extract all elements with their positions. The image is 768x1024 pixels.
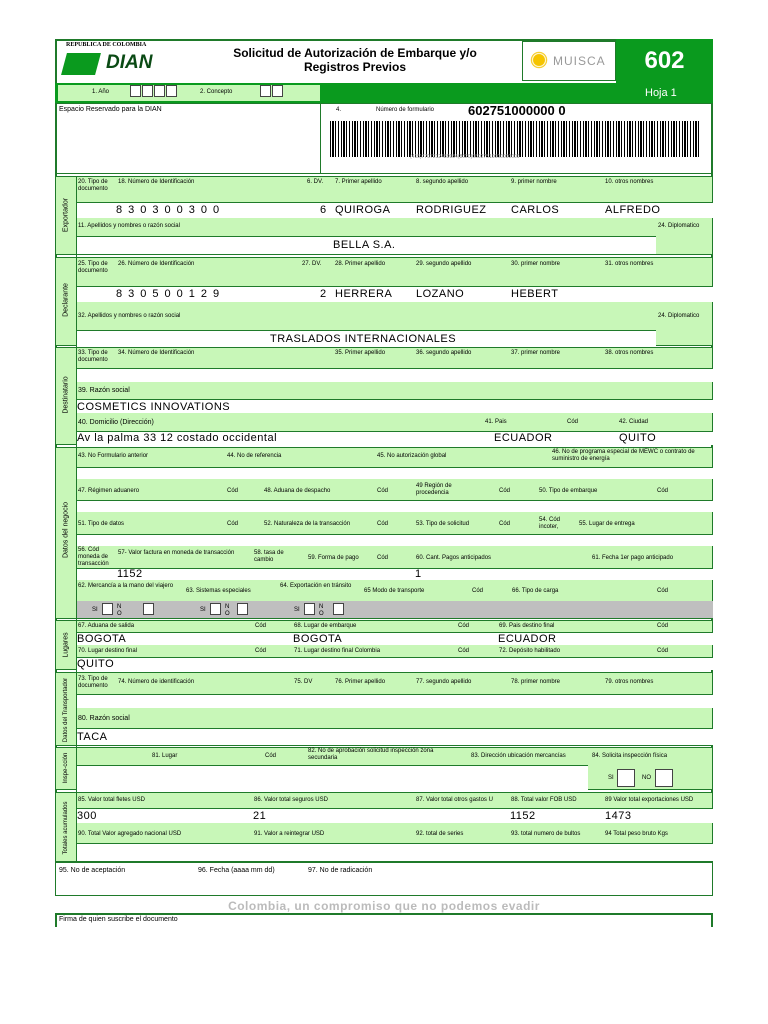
hoja-label: Hoja 1 [645,87,677,99]
l35: 35. Primer apellido [335,350,386,356]
l59-cod: Cód [377,555,389,561]
destinatario-label: Destinatario [62,376,70,414]
l78: 78. primer nombre [511,679,561,685]
l20: 20. Tipo de documento [78,179,108,192]
l81-cod: Cód [265,753,277,759]
l24-dec: 24. Diplomatico [658,313,700,319]
inspeccion-row [76,765,588,790]
title-line-1: Solicitud de Autorización de Embarque y/o [233,46,477,60]
check-62-no[interactable] [143,603,154,615]
title-line-2: Registros Previos [303,60,407,74]
l48: 48. Aduana de despacho [264,488,331,494]
form-number: 602751000000 0 [468,103,566,118]
l70: 70. Lugar destino final [78,648,138,654]
check-63-si[interactable] [210,603,221,615]
negocio-row-2 [76,500,713,512]
lugares-row-2 [76,657,713,670]
l60: 60. Cant. Pagos anticipados [416,555,492,561]
l28: 28. Primer apellido [335,261,386,267]
check-64-no[interactable] [333,603,344,615]
l66-cod: Cód [657,588,669,594]
destinatario-razon-social[interactable]: COSMETICS INNOVATIONS [77,401,231,413]
si-63: SI [200,607,206,613]
l54: 54. Cód incoter, [539,517,561,530]
concept-box-2[interactable] [272,85,283,97]
transportador-razon-social[interactable]: TACA [77,731,108,743]
form-title [190,42,520,80]
l49: 49 Región de procedencia [416,483,452,496]
lugar-embarque[interactable]: BOGOTA [293,633,343,645]
l38: 38. otros nombres [605,350,654,356]
l92: 92. total de series [416,831,464,837]
year-box-3[interactable] [154,85,165,97]
total-exportaciones[interactable]: 1473 [605,810,632,822]
l84: 84. Solicita inspección física [592,753,668,759]
l49-cod: Cód [499,488,511,494]
l77: 77. segundo apellido [416,679,472,685]
l65-cod: Cód [472,588,484,594]
destinatario-id-row [76,368,713,382]
barcode-text: (415)7707212489984(8020)06027510000000000 [410,154,520,160]
l11: 11. Apellidos y nombres o razón social [78,223,180,229]
l74: 74. Número de identificación [118,679,195,685]
l86: 86. Valor total seguros USD [254,797,328,803]
l18: 18. Número de Identificación [118,179,195,185]
l82: 82. No de aprobación solicitud inspección zona secundaria [308,748,434,761]
l75: 75. DV [294,679,313,685]
exportador-razon-social[interactable]: BELLA S.A. [333,239,396,251]
l71: 71. Lugar destino final Colombia [294,648,381,654]
l87: 87. Valor total otros gastos U [416,797,493,803]
no-84: NO [642,775,651,781]
inspeccion-label: Inspe-cción [63,752,69,784]
exportador-nit[interactable]: 830300300 [116,204,226,216]
l61: 61. Fecha 1er pago anticipado [592,555,674,561]
l8: 8. segundo apellido [416,179,469,185]
exportador-label: Exportador [62,197,70,233]
l29: 29. segundo apellido [416,261,472,267]
check-84-no[interactable] [655,769,673,787]
f4-sublabel: Número de formulario [376,107,435,113]
l59: 59. Forma de pago [308,555,359,561]
declarante-segundo-apellido[interactable]: LOZANO [416,288,465,300]
declarante-razon-social[interactable]: TRASLADOS INTERNACIONALES [270,333,457,345]
f4-label: 4. [336,107,342,113]
musica-logo [522,41,616,81]
year-box-1[interactable] [130,85,141,97]
l93: 93. total numero de bultos [511,831,581,837]
l55: 55. Lugar de entrega [579,521,635,527]
l85: 85. Valor total fletes USD [78,797,145,803]
l50: 50. Tipo de embarque [539,488,598,494]
l58: 58. tasa de cambio [254,550,284,563]
l10: 10. otros nombres [605,179,654,185]
sun-icon [529,50,549,70]
footer-numbers [55,862,713,896]
lugares-label: Lugares [62,632,70,658]
musica-text: MUISCA [553,54,606,68]
l41-cod: Cód [567,419,579,425]
no-62: N O [117,604,122,617]
pagos-anticipados[interactable]: 1 [415,568,422,580]
l44: 44. No de referencia [227,453,282,459]
firma-label: Firma de quien suscribe el documento [59,916,178,923]
lugar-destino[interactable]: QUITO [77,658,115,670]
exportador-primer-nombre[interactable]: CARLOS [511,204,560,216]
l39: 39. Razón social [78,387,130,394]
l67-cod: Cód [255,623,267,629]
l63: 63. Sistemas especiales [186,588,251,594]
l25: 25. Tipo de documento [78,261,108,274]
pais-destino[interactable]: ECUADOR [498,633,557,645]
l73: 73. Tipo de documento [78,676,108,689]
l26: 26. Número de Identificación [118,261,195,267]
total-fletes[interactable]: 300 [77,810,97,822]
l7: 7. Primer apellido [335,179,382,185]
republica-text: REPUBLICA DE COLOMBIA [66,42,147,48]
dian-text: DIAN [106,52,153,73]
l27: 27. DV. [302,261,322,267]
l79: 79. otros nombres [605,679,654,685]
year-box-2[interactable] [142,85,153,97]
l80: 80. Razón social [78,715,130,722]
year-box-4[interactable] [166,85,177,97]
l32: 32. Apellidos y nombres o razón social [78,313,181,319]
l72: 72. Depósito habilitado [499,648,561,654]
l57: 57- Valor factura en moneda de transacción [118,550,235,556]
l81: 81. Lugar [152,753,178,759]
l68-cod: Cód [458,623,470,629]
f1-label: 1. Año [92,89,110,95]
valor-factura[interactable]: 1152 [117,568,143,580]
l95: 95. No de aceptación [59,867,126,874]
l64: 64. Exportación en tránsito [280,583,352,589]
l68: 68. Lugar de embarque [294,623,357,629]
l51-cod: Cód [227,521,239,527]
l43: 43. No Formulario anterior [78,453,149,459]
declarante-label: Declarante [62,283,70,317]
l52-cod: Cód [377,521,389,527]
l36: 36. segundo apellido [416,350,472,356]
transportador-label: Datos del Transportador [63,677,69,743]
l56: 56. Cód moneda de transacción [78,547,109,567]
l53-cod: Cód [499,521,511,527]
l42: 42. Ciudad [619,419,649,425]
l67: 67. Aduana de salida [78,623,135,629]
l30: 30. primer nombre [511,261,561,267]
l6: 6. DV. [307,179,324,185]
l45: 45. No autorización global [377,453,447,459]
l41: 41. Pais [485,419,507,425]
l37: 37. primer nombre [511,350,561,356]
negocio-row-1 [76,467,713,479]
l76: 76. Primer apellido [335,679,386,685]
transportador-id-row [76,694,713,708]
l51: 51. Tipo de datos [78,521,125,527]
total-seguros[interactable]: 21 [253,810,267,822]
section-label-divider [76,176,77,862]
declarante-primer-apellido[interactable]: HERRERA [335,288,393,300]
si-64: SI [294,607,300,613]
f2-label: 2. Concepto [200,89,233,95]
check-62-si[interactable] [102,603,113,615]
exportador-dv[interactable]: 6 [320,204,327,216]
l31: 31. otros nombres [605,261,654,267]
destinatario-pais[interactable]: ECUADOR [494,432,553,444]
l69: 69. Pais destino final [499,623,555,629]
l96: 96. Fecha (aaaa mm dd) [198,867,275,874]
l48-cod: Cód [377,488,389,494]
l89: 89 Valor total exportaciones USD [605,797,694,803]
l24-exp: 24. Diplomatico [658,223,700,229]
l47-cod: Cód [227,488,239,494]
concept-box-1[interactable] [260,85,271,97]
reserved-divider [320,103,321,174]
transportador-razon-row [76,728,713,745]
negocio-gray-row [76,601,713,618]
declarante-primer-nombre[interactable]: HEBERT [511,288,559,300]
negocio-row-3 [76,534,713,546]
no-63: N O [225,604,230,617]
declarante-dv[interactable]: 2 [320,288,327,300]
check-63-no[interactable] [237,603,248,615]
l62: 62. Mercancía a la mano del viajero [78,583,174,589]
l66: 66. Tipo de carga [512,588,559,594]
exportador-otros-nombres[interactable]: ALFREDO [605,204,661,216]
l97: 97. No de radicación [308,867,373,874]
reserved-label: Espacio Reservado para la DIAN [59,106,162,113]
l65: 65 Modo de transporte [364,588,425,594]
si-84: SI [608,775,614,781]
exportador-primer-apellido[interactable]: QUIROGA [335,204,391,216]
l47: 47. Régimen aduanero [78,488,140,494]
form-code: 602 [616,39,713,83]
l88: 88. Total valor FOB USD [511,797,577,803]
l90: 90. Total Valor agregado nacional USD [78,831,182,837]
lugares-row-1 [76,632,713,645]
dian-logo [60,42,185,82]
l33: 33. Tipo de documento [78,350,108,363]
l72-cod: Cód [657,648,669,654]
l40: 40. Domicilio (Dirección) [78,419,154,426]
destinatario-domicilio[interactable]: Av la palma 33 12 costado occidental [77,432,278,444]
l70-cod: Cód [255,648,267,654]
dian-symbol-icon [61,53,101,75]
negocio-label: Datos del negocio [62,501,70,559]
l46: 46. No de programa especial de MEWC o contrato de suministro de energía [552,449,695,462]
l53: 53. Tipo de solicitud [416,521,470,527]
l91: 91. Valor a reintegrar USD [254,831,325,837]
no-64: N O [319,604,324,617]
l83: 83. Dirección ubicación mercancías [471,753,566,759]
totales-label: Totales acumulados [63,801,69,855]
si-62: SI [92,607,98,613]
check-84-si[interactable] [617,769,635,787]
l50-cod: Cód [657,488,669,494]
l94: 94 Total peso bruto Kgs [605,831,668,837]
barcode-icon [330,121,700,157]
l69-cod: Cód [657,623,669,629]
total-fob[interactable]: 1152 [510,810,536,822]
l52: 52. Naturaleza de la transacción [264,521,351,527]
check-64-si[interactable] [304,603,315,615]
exportador-segundo-apellido[interactable]: RODRIGUEZ [416,204,487,216]
declarante-nit[interactable]: 830500129 [116,288,226,300]
l9: 9. primer nombre [511,179,557,185]
negocio-row-4 [76,568,713,580]
l34: 34. Número de Identificación [118,350,195,356]
slogan: Colombia, un compromiso que no podemos evadir [228,899,540,913]
totales-row-2 [76,843,713,861]
destinatario-ciudad[interactable]: QUITO [619,432,657,444]
aduana-salida[interactable]: BOGOTA [77,633,127,645]
l71-cod: Cód [458,648,470,654]
